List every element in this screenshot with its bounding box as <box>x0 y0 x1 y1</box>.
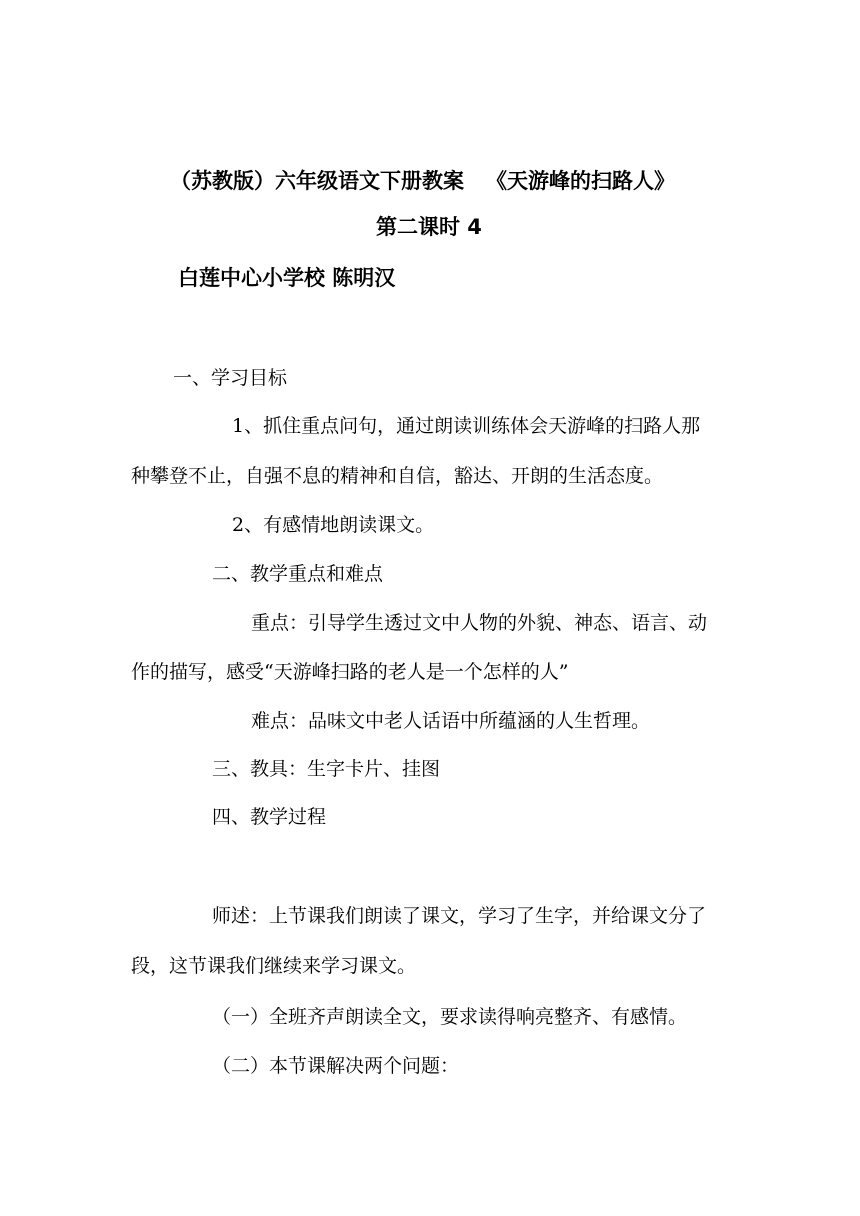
document-subtitle: 第二课时 4 <box>376 215 482 239</box>
section-2-key-line-1: 重点：引导学生透过文中人物的外貌、神态、语言、动 <box>251 612 708 634</box>
section-2-difficulty: 难点：品味文中老人话语中所蕴涵的人生哲理。 <box>251 710 651 732</box>
section-4-heading: 四、教学过程 <box>212 806 327 828</box>
document-title <box>170 168 730 194</box>
section-1-item-1-line-2: 种攀登不止，自强不息的精神和自信，豁达、开朗的生活态度。 <box>131 465 664 487</box>
step-1: （一）全班齐声朗读全文，要求读得响亮整齐、有感情。 <box>212 1006 688 1028</box>
section-2-heading: 二、教学重点和难点 <box>212 563 384 585</box>
section-1-item-2: 2、有感情地朗读课文。 <box>232 514 435 536</box>
section-1-heading: 一、学习目标 <box>173 367 288 389</box>
intro-line-2: 段，这节课我们继续来学习课文。 <box>131 955 417 977</box>
section-1-item-1-line-1: 1、抓住重点问句，通过朗读训练体会天游峰的扫路人那 <box>232 415 701 437</box>
title-part-2: 《天游峰的扫路人》 <box>486 169 675 193</box>
document-author: 白莲中心小学校 陈明汉 <box>178 266 396 290</box>
section-2-key-line-2: 作的描写，感受“天游峰扫路的老人是一个怎样的人” <box>131 661 569 683</box>
step-2: （二）本节课解决两个问题： <box>212 1055 460 1077</box>
title-part-1: （苏教版）六年级语文下册教案 <box>170 169 464 193</box>
intro-line-1: 师述：上节课我们朗读了课文，学习了生字，并给课文分了 <box>212 905 707 927</box>
section-3-heading: 三、教具：生字卡片、挂图 <box>212 758 441 780</box>
